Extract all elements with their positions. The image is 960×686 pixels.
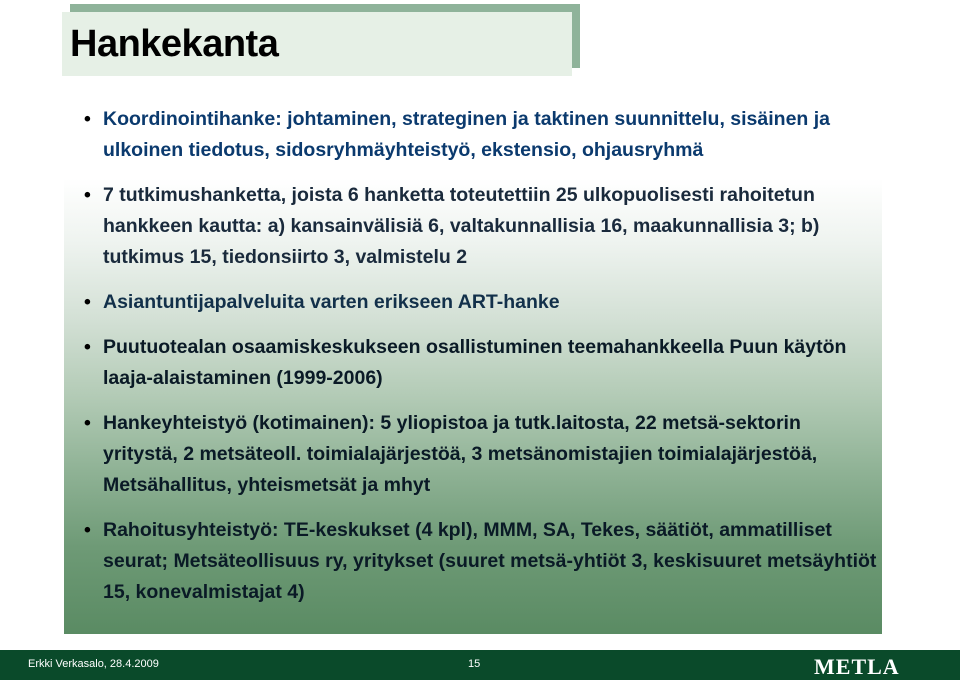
bullet-item-coordination bbox=[80, 104, 880, 166]
bullet-item-expert-services bbox=[80, 287, 880, 318]
bullet-icon: • bbox=[84, 184, 91, 206]
footer-bar bbox=[0, 650, 960, 680]
bullet-icon: • bbox=[84, 519, 91, 541]
bullet-icon: • bbox=[84, 291, 91, 313]
slide-title: Hankekanta bbox=[70, 23, 279, 65]
bullet-text: 7 tutkimushanketta, joista 6 hanketta toteutettiin 25 ulkopuolisesti rahoitetun hankkeen kautta: a) kansainvälisiä 6, valtakunnallisia 16, maakunnallisia 3; b) tutkimus 15, tiedonsiirto 3, valmistelu 2 bbox=[103, 184, 820, 268]
bullet-icon: • bbox=[84, 336, 91, 358]
bullet-item-competence-centre bbox=[80, 332, 880, 394]
page-number: 15 bbox=[468, 658, 481, 670]
title-box bbox=[62, 12, 572, 76]
bullet-text: Koordinointihanke: johtaminen, strateginen ja taktinen suunnittelu, sisäinen ja ulkoinen tiedotus, sidosryhmäyhteistyö, ekstensio, ohjausryhmä bbox=[103, 108, 831, 161]
bullet-text: Asiantuntijapalveluita varten erikseen ART-hanke bbox=[103, 291, 560, 313]
bullet-text: Hankeyhteistyö (kotimainen): 5 yliopistoa ja tutk.laitosta, 22 metsä-sektorin yritystä, 2 metsäteoll. toimialajärjestöä, 3 metsänomistajien toimialajärjestöä, Metsähallitus, yhteismetsät ja mhyt bbox=[103, 412, 818, 496]
metla-logo: METLA bbox=[814, 654, 900, 679]
bullet-icon: • bbox=[84, 108, 91, 130]
bullet-icon: • bbox=[84, 412, 91, 434]
bullet-item-research-projects bbox=[80, 180, 880, 273]
footer-author-date: Erkki Verkasalo, 28.4.2009 bbox=[28, 658, 159, 670]
bullet-text: Rahoitusyhteistyö: TE-keskukset (4 kpl), MMM, SA, Tekes, säätiöt, ammatilliset seurat; Metsäteollisuus ry, yritykset (suuret metsä-yhtiöt 3, keskisuuret metsäyhtiöt 15, konevalmistajat 4) bbox=[103, 519, 877, 603]
bullet-item-funding-cooperation bbox=[80, 515, 880, 608]
bullet-item-project-cooperation bbox=[80, 408, 880, 501]
bullet-text: Puutuotealan osaamiskeskukseen osallistuminen teemahankkeella Puun käytön laaja-alaistaminen (1999-2006) bbox=[103, 336, 847, 389]
bullet-list bbox=[80, 104, 880, 622]
